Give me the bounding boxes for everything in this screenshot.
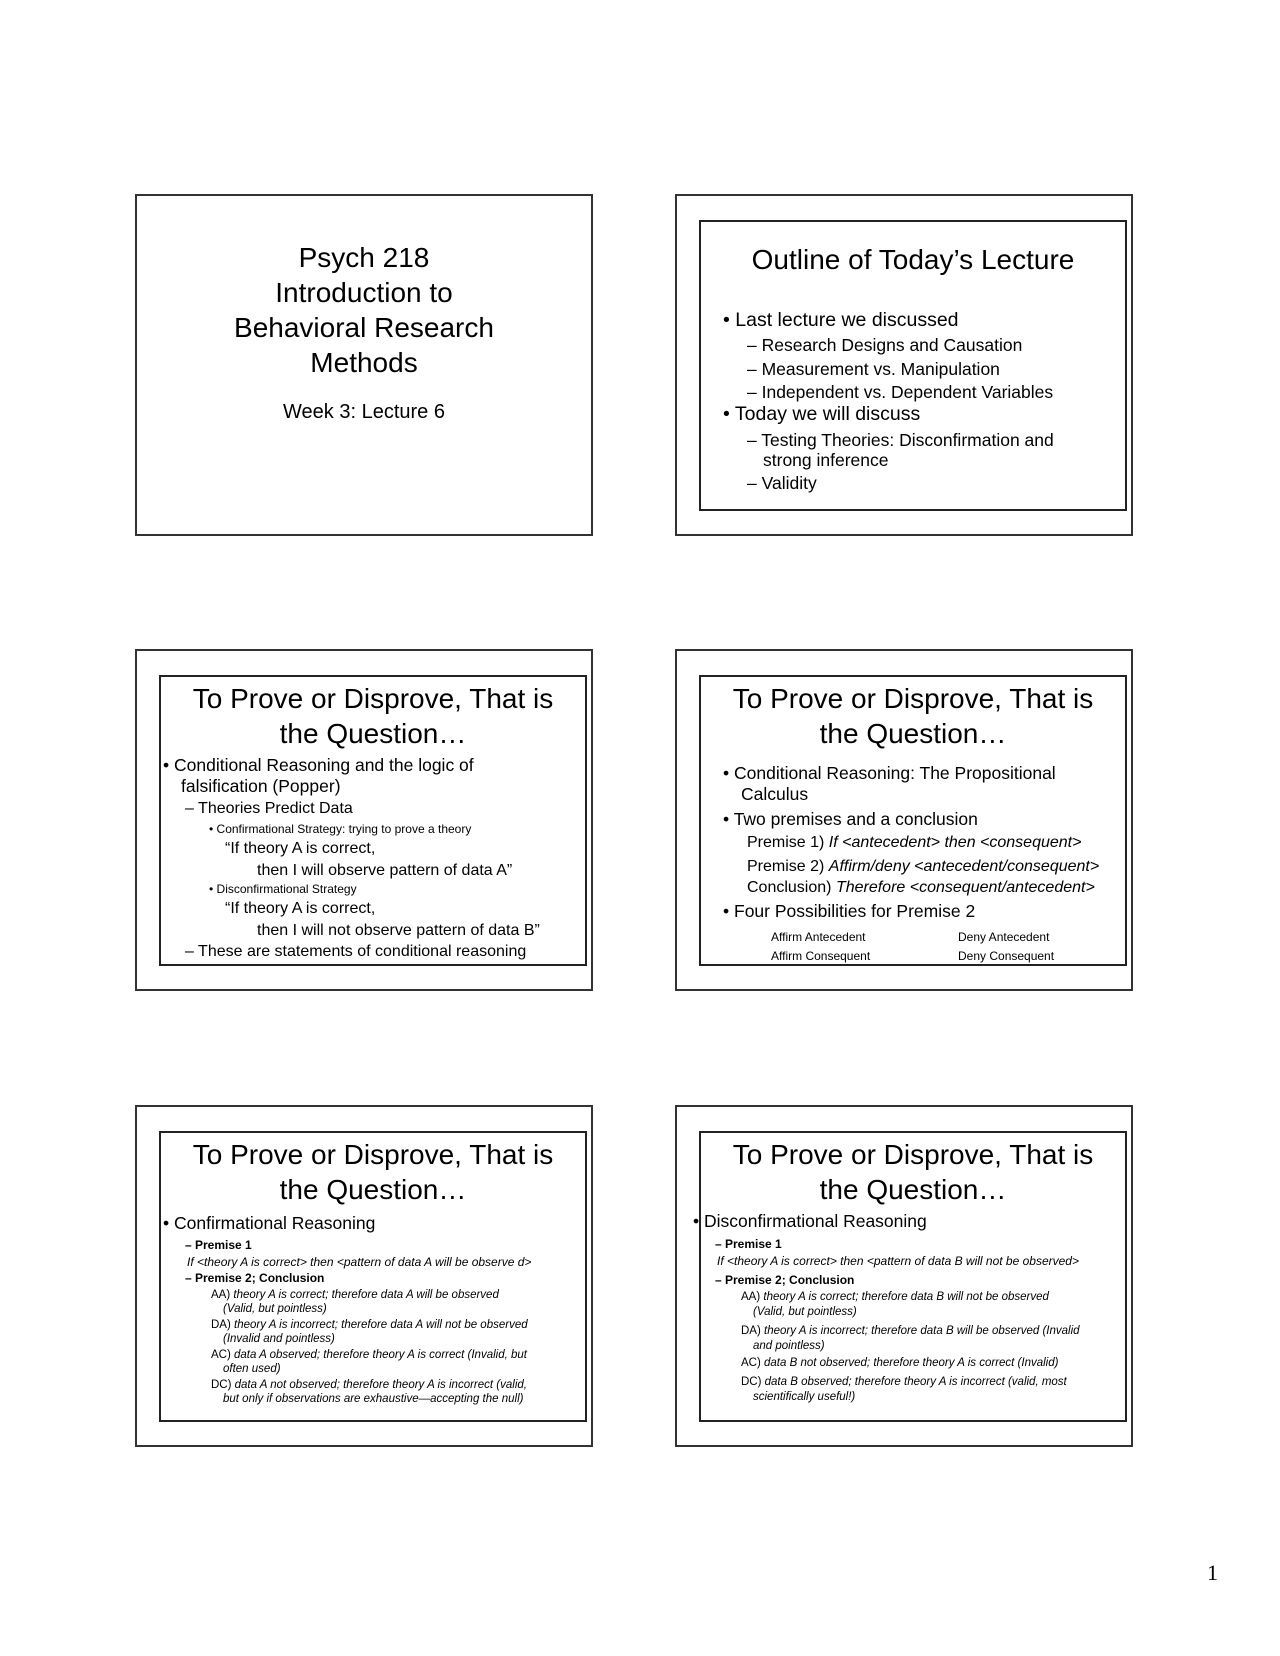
slide-5-premise-1: – Premise 1 bbox=[185, 1238, 252, 1252]
slide-3-quote-2-cont: then I will not observe pattern of data B” bbox=[257, 922, 540, 939]
slide-5-frame bbox=[159, 1131, 587, 1422]
slide-3-disconfirmational: • Disconfirmational Strategy bbox=[209, 882, 357, 896]
slide-5-ac: AC) data A observed; therefore theory A is correct (Invalid, but bbox=[211, 1349, 527, 1361]
slide-6-dc-cont: scientifically useful!) bbox=[753, 1391, 856, 1403]
slide-2-sub-4-cont: strong inference bbox=[763, 450, 889, 470]
page-number: 1 bbox=[1207, 1560, 1218, 1585]
slide-4-frame bbox=[699, 675, 1127, 966]
slide-5-aa-cont: (Valid, but pointless) bbox=[223, 1303, 327, 1315]
slide-4-affirm-consequent: Affirm Consequent bbox=[771, 949, 871, 963]
slide-4-premise-2: Premise 2) Affirm/deny <antecedent/consequent> bbox=[747, 858, 1100, 875]
slide-6-premise-2: – Premise 2; Conclusion bbox=[715, 1273, 855, 1287]
slide-2-frame bbox=[699, 220, 1127, 511]
slide-5-da: DA) theory A is incorrect; therefore data A will not be observed bbox=[211, 1319, 528, 1331]
slide-3-frame bbox=[159, 675, 587, 966]
slide-3-quote-1: “If theory A is correct, bbox=[225, 840, 376, 857]
slide-4-bullet-2: • Two premises and a conclusion bbox=[723, 809, 978, 829]
slide-6 bbox=[675, 1105, 1133, 1447]
slide-2-sub-3: – Independent vs. Dependent Variables bbox=[747, 382, 1054, 402]
slide-5-dc-cont: but only if observations are exhaustive—accepting the null) bbox=[223, 1393, 524, 1405]
slide-4-affirm-antecedent: Affirm Antecedent bbox=[771, 930, 866, 944]
slide-5-dc: DC) data A not observed; therefore theory A is incorrect (valid, bbox=[211, 1379, 527, 1391]
slide-2-bullet-1: • Last lecture we discussed bbox=[723, 309, 959, 331]
slide-3-confirmational: • Confirmational Strategy: trying to prove a theory bbox=[209, 822, 472, 836]
slide-4-conclusion: Conclusion) Therefore <consequent/antecedent> bbox=[747, 879, 1095, 896]
slide-4-bullet-1-cont: Calculus bbox=[741, 784, 809, 804]
slide-6-da: DA) theory A is incorrect; therefore data B will be observed (Invalid bbox=[741, 1325, 1080, 1337]
slide-3-quote-1-cont: then I will observe pattern of data A” bbox=[257, 862, 513, 879]
slide-1-subtitle: Week 3: Lecture 6 bbox=[283, 401, 445, 423]
slide-3-sub-1: – Theories Predict Data bbox=[185, 800, 353, 817]
slide-3-bullet-1-cont: falsification (Popper) bbox=[181, 776, 341, 796]
slide-3-title: To Prove or Disprove, That is the Question… bbox=[192, 683, 554, 749]
slide-1 bbox=[135, 194, 593, 536]
slide-4 bbox=[675, 649, 1133, 991]
slide-2-sub-2: – Measurement vs. Manipulation bbox=[747, 359, 1000, 379]
slide-5-aa: AA) theory A is correct; therefore data A will be observed bbox=[211, 1289, 499, 1301]
slide-2-sub-4: – Testing Theories: Disconfirmation and bbox=[747, 430, 1054, 450]
slide-6-title: To Prove or Disprove, That is the Question… bbox=[732, 1139, 1094, 1205]
slide-4-bullet-1: • Conditional Reasoning: The Propositional bbox=[723, 763, 1056, 783]
slide-6-frame bbox=[693, 1131, 1127, 1422]
slide-5-title: To Prove or Disprove, That is the Question… bbox=[192, 1139, 554, 1205]
slide-4-bullet-3: • Four Possibilities for Premise 2 bbox=[723, 901, 976, 921]
slide-1-title: Psych 218 Introduction to Behavioral Research Methods bbox=[234, 242, 494, 378]
slide-2 bbox=[675, 194, 1133, 536]
slide-5-bullet-1: • Confirmational Reasoning bbox=[163, 1213, 376, 1233]
slide-3-quote-2: “If theory A is correct, bbox=[225, 900, 376, 917]
slide-3 bbox=[135, 649, 593, 991]
slide-4-premise-1: Premise 1) If <antecedent> then <consequent> bbox=[747, 834, 1082, 851]
slide-6-aa: AA) theory A is correct; therefore data B will not be observed bbox=[741, 1291, 1049, 1303]
slide-5-da-cont: (Invalid and pointless) bbox=[223, 1333, 335, 1345]
slide-5 bbox=[135, 1105, 593, 1447]
slide-6-da-cont: and pointless) bbox=[753, 1340, 825, 1352]
slide-5-premise-1-text: If <theory A is correct> then <pattern of data A will be observe d> bbox=[187, 1255, 532, 1269]
slide-4-deny-antecedent: Deny Antecedent bbox=[958, 930, 1050, 944]
slide-2-title: Outline of Today’s Lecture bbox=[751, 244, 1075, 275]
slide-4-deny-consequent: Deny Consequent bbox=[958, 949, 1055, 963]
slide-6-premise-1: – Premise 1 bbox=[715, 1237, 782, 1251]
slide-6-dc: DC) data B observed; therefore theory A is incorrect (valid, most bbox=[741, 1376, 1067, 1388]
slide-6-ac: AC) data B not observed; therefore theory A is correct (Invalid) bbox=[741, 1357, 1059, 1369]
slide-4-title: To Prove or Disprove, That is the Question… bbox=[732, 683, 1094, 749]
slide-6-premise-1-text: If <theory A is correct> then <pattern of data B will not be observed> bbox=[717, 1254, 1079, 1268]
slide-5-premise-2: – Premise 2; Conclusion bbox=[185, 1271, 325, 1285]
slide-6-aa-cont: (Valid, but pointless) bbox=[753, 1306, 857, 1318]
slide-6-bullet-1: • Disconfirmational Reasoning bbox=[693, 1211, 927, 1231]
slide-2-sub-1: – Research Designs and Causation bbox=[747, 335, 1023, 355]
slide-2-bullet-2: • Today we will discuss bbox=[723, 403, 921, 425]
slide-3-bullet-1: • Conditional Reasoning and the logic of bbox=[163, 755, 474, 775]
slide-5-ac-cont: often used) bbox=[223, 1363, 281, 1375]
slide-3-overflow: – These are statements of conditional reasoning bbox=[185, 943, 527, 960]
slide-2-sub-5: – Validity bbox=[747, 473, 817, 493]
